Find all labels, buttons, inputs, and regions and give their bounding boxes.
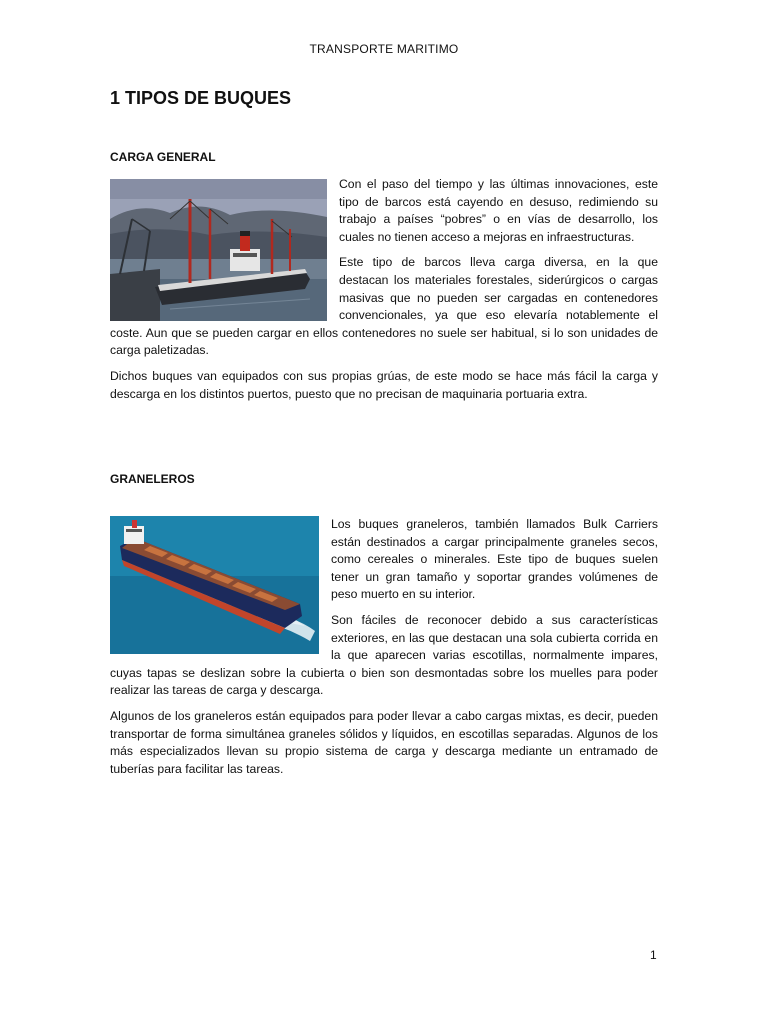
section-carga-general <box>110 176 658 411</box>
section-graneleros <box>110 516 658 786</box>
paragraph: Este tipo de barcos lleva carga diversa, en la que destacan los materiales forestales, siderúrgicos o cargas masivas que no pueden ser cargadas en contenedores convencionales, ya que eso elevaría notablemente el coste. Aun que se pueden cargar en ellos contenedores no suele ser habitual, si lo son unidades de carga paletizadas. <box>110 255 658 358</box>
paragraph: Algunos de los graneleros están equipados para poder llevar a cabo cargas mixtas, es decir, pueden transportar de forma simultánea graneles sólidos y líquidos, en escotillas separadas. Algunos de los más especializados llevan su propio sistema de carga y descarga mediante un entramado de tuberías para facilitar las tareas. <box>110 708 658 776</box>
paragraph: Dichos buques van equipados con sus propias grúas, de este modo se hace más fácil la carga y descarga en los distintos puertos, puesto que no precisan de maquinaria portuaria extra. <box>110 368 658 401</box>
section-heading-carga-general: CARGA GENERAL <box>110 150 216 164</box>
paragraph: Son fáciles de reconocer debido a sus características exteriores, en las que destacan una sola cubierta corrida en la que aparecen varias escotillas, normalmente impares, cuyas tapas se deslizan sobre la cubierta o bien son desmontadas sobre los muelles para poder realizar las tareas de carga y descarga. <box>110 612 658 698</box>
paragraph: Con el paso del tiempo y las últimas innovaciones, este tipo de barcos está cayendo en desuso, redimiendo su trabajo a países “pobres” o en vías de desarrollo, los cuales no tienen acceso a mejoras en infraestructuras. <box>339 177 658 244</box>
page-number: 1 <box>650 948 657 962</box>
page-header: TRANSPORTE MARITIMO <box>309 42 459 56</box>
paragraph: Los buques graneleros, también llamados Bulk Carriers están destinados a cargar principalmente graneles secos, como cereales o minerales. Este tipo de buques suelen tener un gran tamaño y soportar grandes volúmenes de peso muerto en su interior. <box>331 517 658 602</box>
section-heading-graneleros: GRANELEROS <box>110 472 195 486</box>
bulk-carrier-photo <box>110 516 319 654</box>
cargo-ship-photo <box>110 179 327 321</box>
document-title: 1 TIPOS DE BUQUES <box>110 88 292 108</box>
